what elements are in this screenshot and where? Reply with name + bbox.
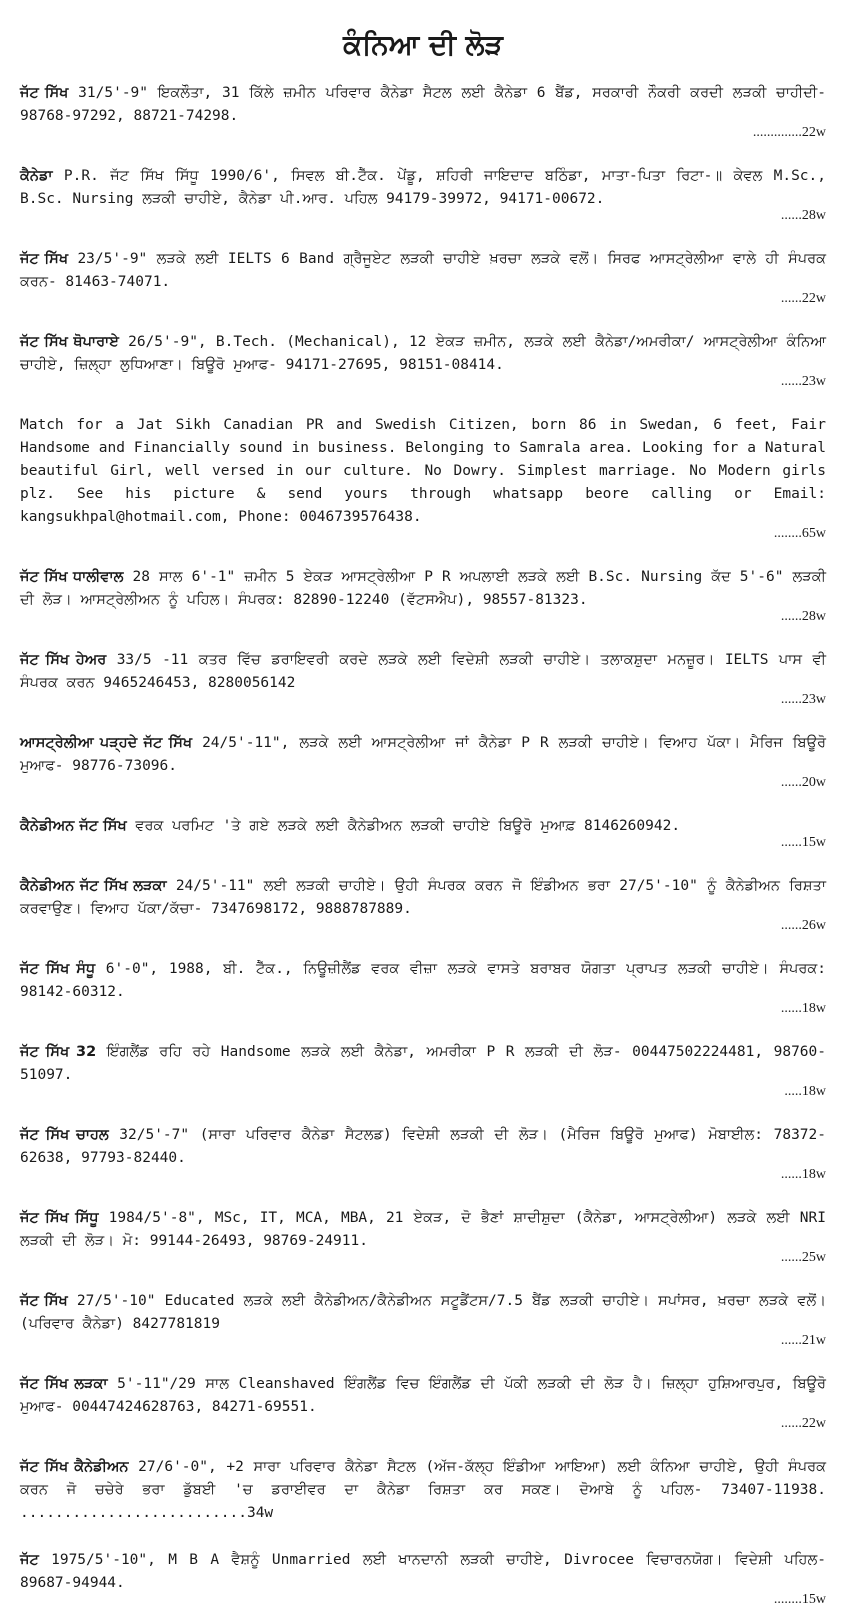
ad-reference-code: ......20w [780,775,826,790]
ad-text: 31/5'-9" ਇਕਲੌਤਾ, 31 ਕਿੱਲੇ ਜ਼ਮੀਨ ਪਰਿਵਾਰ ਕੈਨੇਡਾ ਸੈਟਲ ਲਈ ਕੈਨੇਡਾ 6 ਬੈਂਡ, ਸਰਕਾਰੀ ਨੌਕਰੀ ਕਰਦੀ ਲੜਕੀ ਚਾਹੀਦੀ- 98768-97292, 88721-74298. [20,85,826,124]
ad-text: 27/5'-10" Educated ਲੜਕੇ ਲਈ ਕੈਨੇਡੀਅਨ/ਕੈਨੇਡੀਅਨ ਸਟੂਡੈਂਟਸ/7.5 ਬੈਂਡ ਲੜਕੀ ਚਾਹੀਏ। ਸਪਾਂਸਰ, ਖ਼ਰਚਾ ਲੜਕੇ ਵਲੋਂ। (ਪਰਿਵਾਰ ਕੈਨੇਡਾ) 8427781819 [20,1293,826,1332]
classified-ads-list [20,82,826,1608]
ad-text: 6'-0", 1988, ਬੀ. ਟੈੱਕ., ਨਿਊਜ਼ੀਲੈਂਡ ਵਰਕ ਵੀਜ਼ਾ ਲੜਕੇ ਵਾਸਤੇ ਬਰਾਬਰ ਯੋਗਤਾ ਪ੍ਰਾਪਤ ਲੜਕੀ ਚਾਹੀਏ। ਸੰਪਰਕ: 98142-60312. [20,961,827,1000]
classified-ad [20,732,826,791]
classified-ad [20,649,826,708]
classified-ad [20,82,826,141]
ad-lead: ਜੱਟ ਸਿੱਖ ਲੜਕਾ [20,1376,108,1392]
ad-reference-code: ..............22w [752,125,826,140]
ad-lead: ਜੱਟ ਸਿੱਖ ਹੇਅਰ [20,652,107,668]
ad-reference-code: ......26w [780,918,826,933]
classified-ad [20,875,826,934]
classified-ad [20,1456,826,1525]
ad-text: Match for a Jat Sikh Canadian PR and Swedish Citizen, born 86 in Swedan, 6 feet, Fair Handsome and Financially sound in business. Belonging to Samrala area. Looking for a Natural beautiful Girl, well versed in our culture. No Dowry. Simplest marriage. No Modern girls plz. See his picture & send yours through whatsapp beore calling or Email: kangsukhpal@hotmail.com, Phone: 0046739576438. [20,417,826,525]
ad-text: 28 ਸਾਲ 6'-1" ਜ਼ਮੀਨ 5 ਏਕੜ ਆਸਟ੍ਰੇਲੀਆ P R ਅਪਲਾਈ ਲੜਕੇ ਲਈ B.Sc. Nursing ਕੱਦ 5'-6" ਲੜਕੀ ਦੀ ਲੋੜ। ਆਸਟ੍ਰੇਲੀਅਨ ਨੂੰ ਪਹਿਲ। ਸੰਪਰਕ: 82890-12240 (ਵੱਟਸਐਪ), 98557-81323. [20,569,826,608]
ad-reference-code: ......23w [780,692,826,707]
ad-text: 1975/5'-10", M B A ਵੈਸ਼ਨੂੰ Unmarried ਲਈ ਖਾਨਦਾਨੀ ਲੜਕੀ ਚਾਹੀਏ, Divrocee ਵਿਚਾਰਨਯੋਗ। ਵਿਦੇਸ਼ੀ ਪਹਿਲ- 89687-94944. [20,1552,826,1591]
ad-lead: ਜੱਟ ਸਿੱਖ 32 [20,1044,97,1060]
page-title: ਕੰਨਿਆ ਦੀ ਲੋੜ [343,28,503,61]
ad-reference-code: ......28w [780,208,826,223]
ad-reference-code: ......23w [780,374,826,389]
classified-ad [20,165,826,224]
ad-reference-code: ......21w [780,1333,826,1348]
ad-text: 26/5'-9", B.Tech. (Mechanical), 12 ਏਕੜ ਜ਼ਮੀਨ, ਲੜਕੇ ਲਈ ਕੈਨੇਡਾ/ਅਮਰੀਕਾ/ ਆਸਟ੍ਰੇਲੀਆ ਕੰਨਿਆ ਚਾਹੀਏ, ਜ਼ਿਲ੍ਹਾ ਲੁਧਿਆਣਾ। ਬਿਊਰੋ ਮੁਆਫ- 94171-27695, 98151-08414. [20,334,826,373]
ad-lead: ਕੈਨੇਡੀਅਨ ਜੱਟ ਸਿੱਖ ਲੜਕਾ [20,878,167,894]
ad-text: 32/5'-7" (ਸਾਰਾ ਪਰਿਵਾਰ ਕੈਨੇਡਾ ਸੈਟਲਡ) ਵਿਦੇਸ਼ੀ ਲੜਕੀ ਦੀ ਲੋੜ। (ਮੈਰਿਜ ਬਿਊਰੋ ਮੁਆਫ) ਮੋਬਾਈਲ: 78372-62638, 97793-82440. [20,1127,826,1166]
classified-ad [20,331,826,390]
classified-ad [20,1290,826,1349]
ad-lead: ਜੱਟ ਸਿੱਖ [20,251,69,267]
classified-ad [20,958,826,1017]
ad-reference-code: ......22w [780,1416,826,1431]
ad-lead: ਜੱਟ ਸਿੱਖ ਸੰਧੂ [20,961,96,977]
ad-reference-code: ......15w [780,835,826,850]
ad-reference-code: ........65w [773,526,826,541]
ad-reference-code: ........15w [773,1592,826,1607]
classified-ad [20,414,826,542]
ad-reference-code: ......22w [780,291,826,306]
ad-lead: ਜੱਟ ਸਿੱਖ ਕੈਨੇਡੀਅਨ [20,1459,129,1475]
ad-lead: ਜੱਟ ਸਿੱਖ ਥੋਪਾਰਾਏ [20,334,119,350]
ad-reference-code: ......28w [780,609,826,624]
ad-reference-code: .....18w [784,1084,826,1099]
ad-reference-code: ......18w [780,1167,826,1182]
ad-lead: ਜੱਟ ਸਿੱਖ [20,1293,68,1309]
ad-text: ਵਰਕ ਪਰਮਿਟ 'ਤੇ ਗਏ ਲੜਕੇ ਲਈ ਕੈਨੇਡੀਅਨ ਲੜਕੀ ਚਾਹੀਏ ਬਿਊਰੋ ਮੁਆਫ਼ 8146260942. [135,818,681,834]
classified-ad [20,1124,826,1183]
classified-ad [20,566,826,625]
ad-text: 24/5'-11", ਲੜਕੇ ਲਈ ਆਸਟ੍ਰੇਲੀਆ ਜਾਂ ਕੈਨੇਡਾ P R ਲੜਕੀ ਚਾਹੀਏ। ਵਿਆਹ ਪੱਕਾ। ਮੈਰਿਜ ਬਿਊਰੋ ਮੁਆਫ- 98776-73096. [20,735,826,774]
ad-text: 27/6'-0", +2 ਸਾਰਾ ਪਰਿਵਾਰ ਕੈਨੇਡਾ ਸੈਟਲ (ਅੱਜ-ਕੱਲ੍ਹ ਇੰਡੀਆ ਆਇਆ) ਲਈ ਕੰਨਿਆ ਚਾਹੀਏ, ਉਹੀ ਸੰਪਰਕ ਕਰਨ ਜੋ ਚਚੇਰੇ ਭਰਾ ਡੁੱਬਈ 'ਚ ਡਰਾਈਵਰ ਦਾ ਕੈਨੇਡਾ ਰਿਸ਼ਤਾ ਕਰ ਸਕਣ। ਦੋਆਬੇ ਨੂੰ ਪਹਿਲ- 73407-11938. ..........................34w [20,1459,826,1521]
classified-ad [20,1373,826,1432]
ad-text: 33/5 -11 ਕਤਰ ਵਿੱਚ ਡਰਾਇਵਰੀ ਕਰਦੇ ਲੜਕੇ ਲਈ ਵਿਦੇਸ਼ੀ ਲੜਕੀ ਚਾਹੀਏ। ਤਲਾਕਸ਼ੁਦਾ ਮਨਜ਼ੂਰ। IELTS ਪਾਸ ਵੀ ਸੰਪਰਕ ਕਰਨ 9465246453, 8280056142 [20,652,826,691]
ad-lead: ਜੱਟ ਸਿੱਖ ਚਾਹਲ [20,1127,109,1143]
ad-lead: ਜੱਟ ਸਿੱਖ ਧਾਲੀਵਾਲ [20,569,124,585]
ad-lead: ਕੈਨੇਡਾ [20,168,53,184]
ad-text: 1984/5'-8", MSc, IT, MCA, MBA, 21 ਏਕੜ, ਦੋ ਭੈਣਾਂ ਸ਼ਾਦੀਸ਼ੁਦਾ (ਕੈਨੇਡਾ, ਆਸਟ੍ਰੇਲੀਆ) ਲੜਕੇ ਲਈ NRI ਲੜਕੀ ਦੀ ਲੋੜ। ਮੋ: 99144-26493, 98769-24911. [20,1210,826,1249]
ad-text: P.R. ਜੱਟ ਸਿੱਖ ਸਿੱਧੂ 1990/6', ਸਿਵਲ ਬੀ.ਟੈੱਕ. ਪੇਂਡੂ, ਸ਼ਹਿਰੀ ਜਾਇਦਾਦ ਬਠਿੰਡਾ, ਮਾਤਾ-ਪਿਤਾ ਰਿਟਾ-॥ ਕੇਵਲ M.Sc., B.Sc. Nursing ਲੜਕੀ ਚਾਹੀਏ, ਕੈਨੇਡਾ ਪੀ.ਆਰ. ਪਹਿਲ 94179-39972, 94171-00672. [20,168,827,207]
ad-reference-code: ......25w [780,1250,826,1265]
ad-reference-code: ......18w [780,1001,826,1016]
classified-ad [20,1549,826,1608]
ad-lead: ਕੈਨੇਡੀਅਨ ਜੱਟ ਸਿੱਖ [20,818,127,834]
classified-ad [20,248,826,307]
ad-text: 24/5'-11" ਲਈ ਲੜਕੀ ਚਾਹੀਏ। ਉਹੀ ਸੰਪਰਕ ਕਰਨ ਜੋ ਇੰਡੀਅਨ ਭਰਾ 27/5'-10" ਨੂੰ ਕੈਨੇਡੀਅਨ ਰਿਸ਼ਤਾ ਕਰਵਾਉਣ। ਵਿਆਹ ਪੱਕਾ/ਕੱਚਾ- 7347698172, 9888787889. [20,878,826,917]
ad-text: ਇੰਗਲੈਂਡ ਰਹਿ ਰਹੇ Handsome ਲੜਕੇ ਲਈ ਕੈਨੇਡਾ, ਅਮਰੀਕਾ P R ਲੜਕੀ ਦੀ ਲੋੜ- 00447502224481, 98760-51097. [20,1044,827,1083]
classified-ad [20,1041,826,1100]
ad-lead: ਆਸਟ੍ਰੇਲੀਆ ਪੜ੍ਹਦੇ ਜੱਟ ਸਿੱਖ [20,735,193,751]
ad-text: 5'-11"/29 ਸਾਲ Cleanshaved ਇੰਗਲੈਂਡ ਵਿਚ ਇੰਗਲੈਂਡ ਦੀ ਪੱਕੀ ਲੜਕੀ ਦੀ ਲੋੜ ਹੈ। ਜ਼ਿਲ੍ਹਾ ਹੁਸ਼ਿਆਰਪੁਰ, ਬਿਊਰੋ ਮੁਆਫ- 00447424628763, 84271-69551. [20,1376,826,1415]
classified-ad [20,815,826,851]
ad-lead: ਜੱਟ [20,1552,39,1568]
classified-ad [20,1207,826,1266]
ad-lead: ਜੱਟ ਸਿੱਖ [20,85,69,101]
ad-text: 23/5'-9" ਲੜਕੇ ਲਈ IELTS 6 Band ਗ੍ਰੈਜੂਏਟ ਲੜਕੀ ਚਾਹੀਏ ਖ਼ਰਚਾ ਲੜਕੇ ਵਲੋਂ। ਸਿਰਫ ਆਸਟ੍ਰੇਲੀਆ ਵਾਲੇ ਹੀ ਸੰਪਰਕ ਕਰਨ- 81463-74071. [20,251,826,290]
ad-lead: ਜੱਟ ਸਿੱਖ ਸਿੱਧੂ [20,1210,99,1226]
